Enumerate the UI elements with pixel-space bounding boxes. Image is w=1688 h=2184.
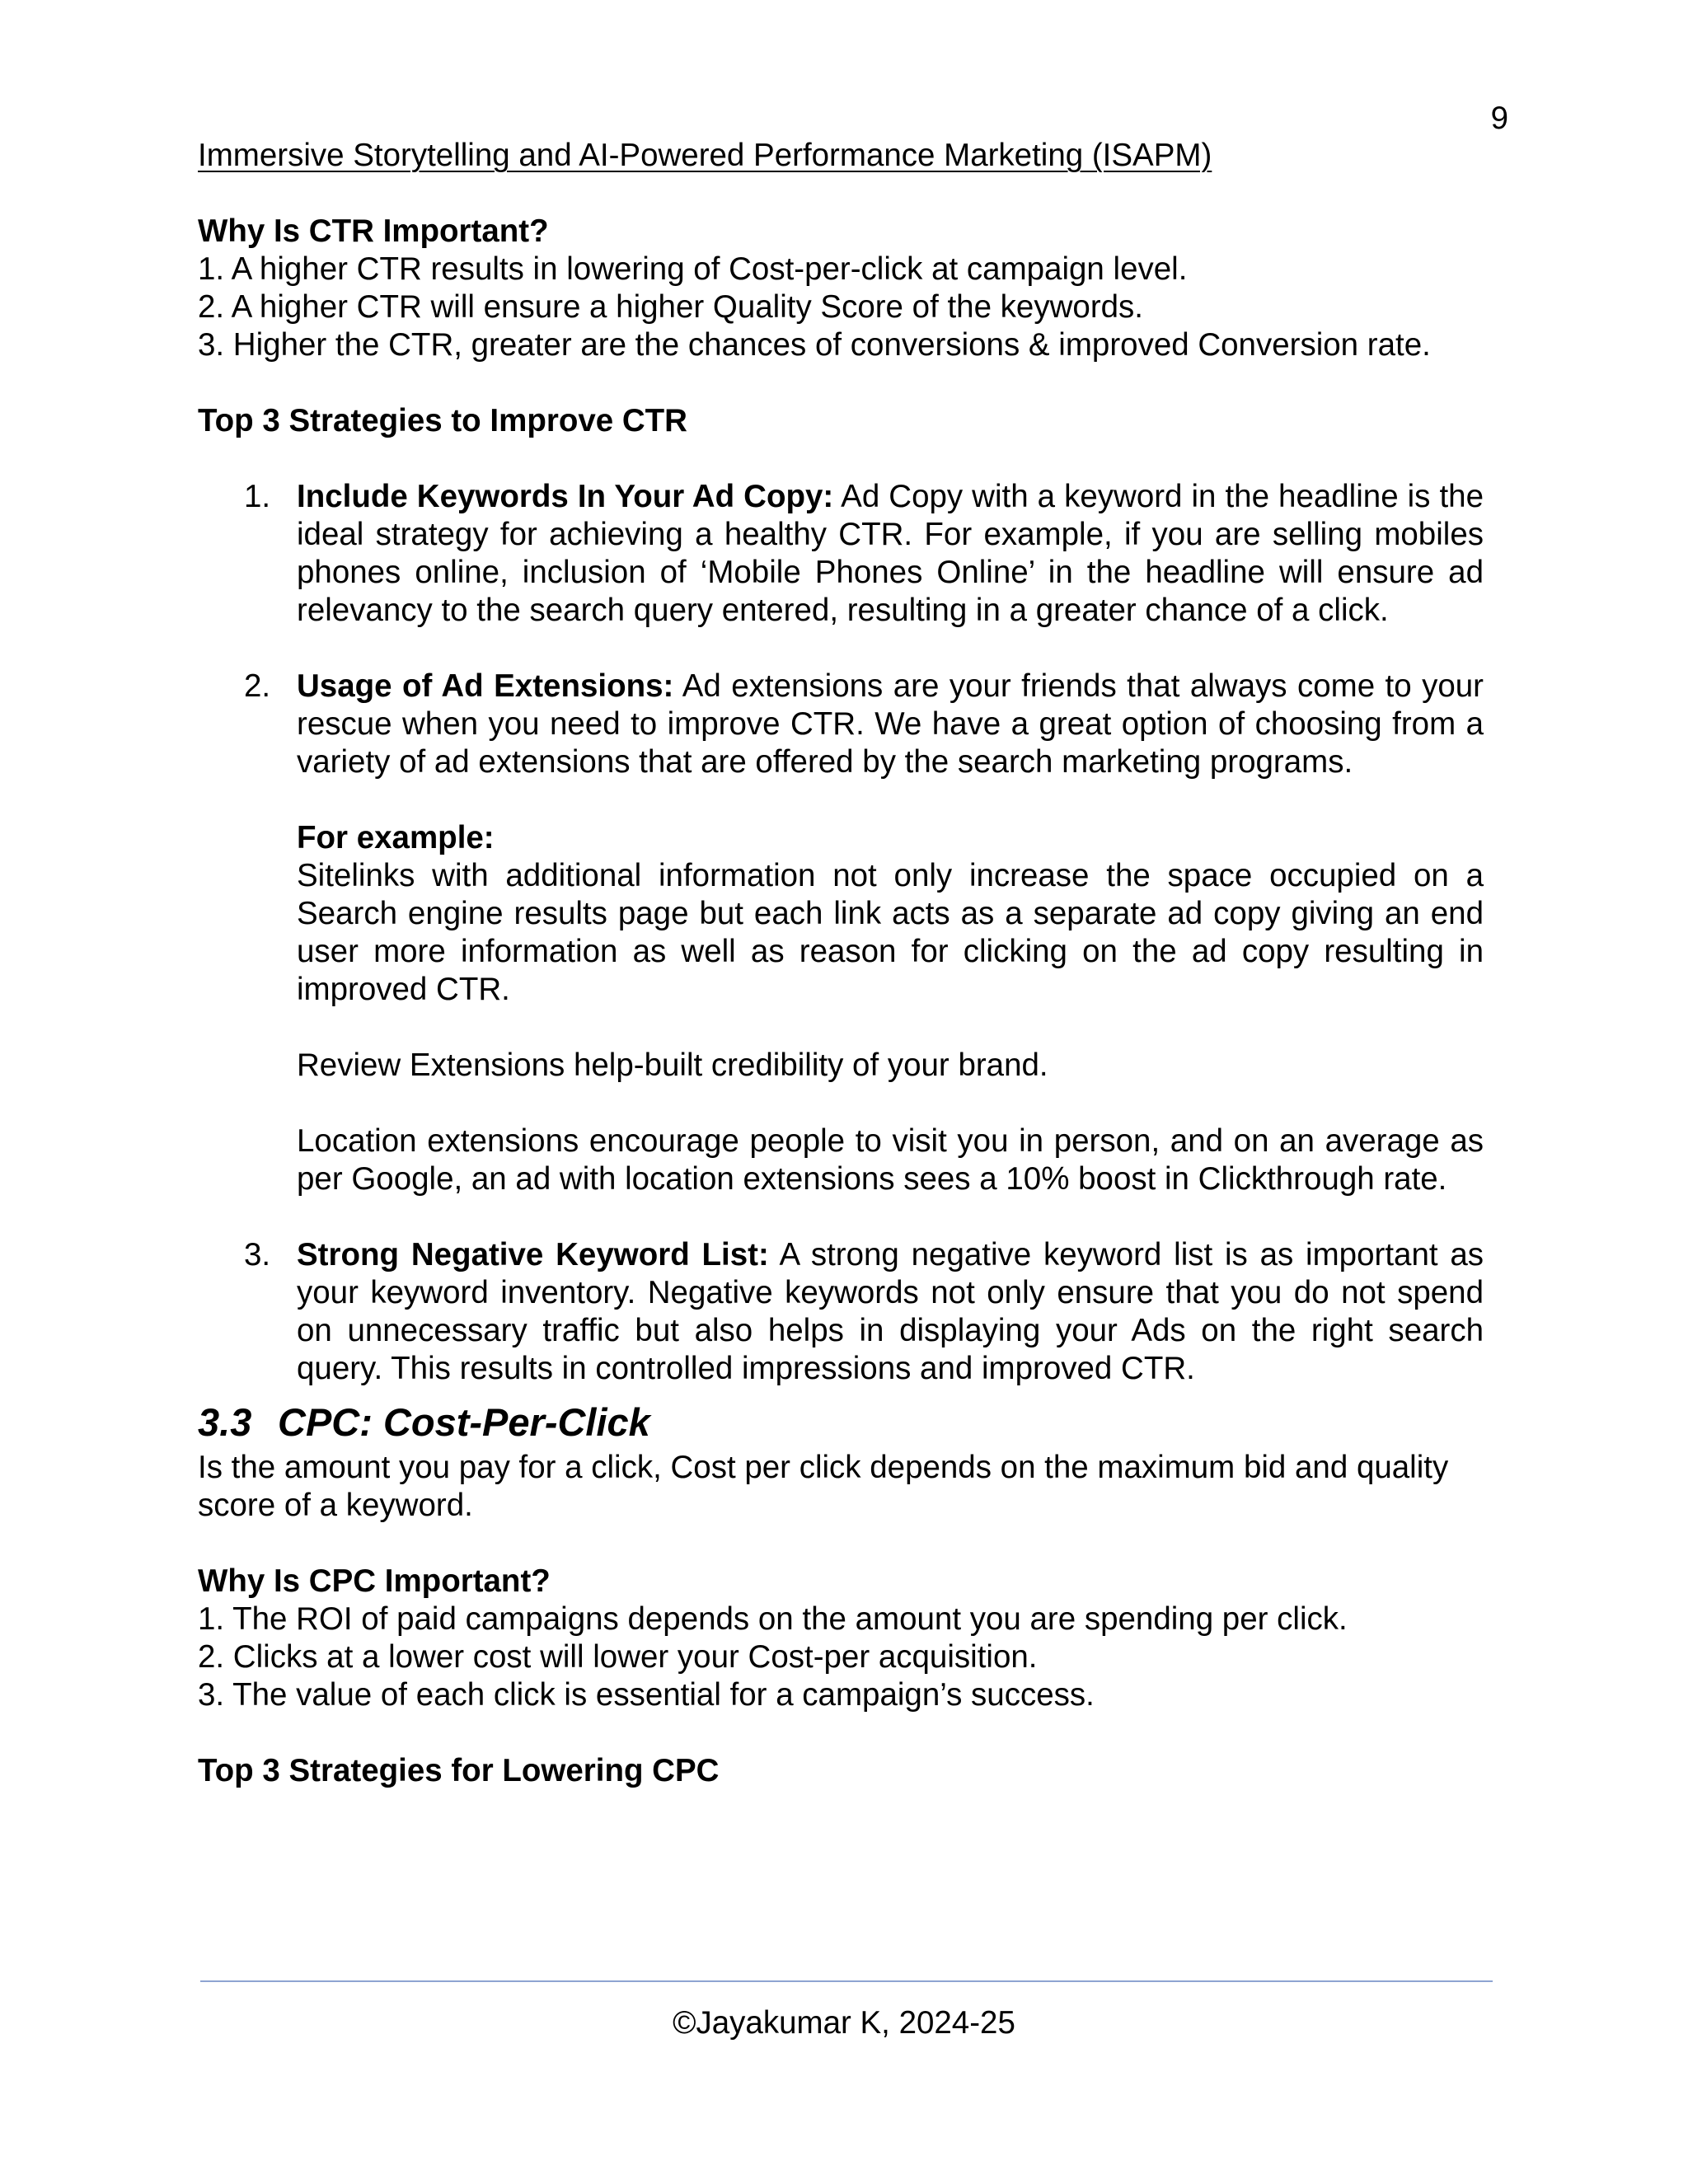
page-number: 9 bbox=[1490, 101, 1508, 136]
ctr-importance-heading: Why Is CTR Important? bbox=[198, 213, 549, 249]
ctr-strategies-heading: Top 3 Strategies to Improve CTR bbox=[198, 403, 687, 438]
cpc-importance-point: 2. Clicks at a lower cost will lower your Cost-per acquisition. bbox=[198, 1639, 1038, 1675]
strategy-number: 2. bbox=[244, 668, 271, 704]
cpc-importance-point: 1. The ROI of paid campaigns depends on the amount you are spending per click. bbox=[198, 1601, 1348, 1637]
ctr-importance-point: 3. Higher the CTR, greater are the chances of conversions & improved Conversion rate. bbox=[198, 327, 1431, 363]
strategy-text: Ad Copy with a keyword in the headline is the ideal strategy for achieving a healthy CTR. For example, if you are selling mobiles phones online, inclusion of ‘Mobile Phones Online’ in the headline will ensure ad relevancy to the search query entered, resulting in a greater chance of a click. bbox=[297, 479, 1484, 628]
ctr-importance-point: 1. A higher CTR results in lowering of Cost-per-click at campaign level. bbox=[198, 251, 1188, 287]
strategy-item-negative-keywords bbox=[198, 1236, 1484, 1388]
cpc-definition: Is the amount you pay for a click, Cost per click depends on the maximum bid and quality score of a keyword. bbox=[198, 1450, 1449, 1523]
ctr-strategies-list bbox=[198, 478, 1484, 1388]
section-title: CPC: Cost-Per-Click bbox=[278, 1400, 650, 1444]
example-location-extensions: Location extensions encourage people to visit you in person, and on an average as per Google, an ad with location extensions sees a 10% boost in Clickthrough rate. bbox=[297, 1123, 1484, 1197]
example-review-extensions: Review Extensions help-built credibility of your brand. bbox=[297, 1047, 1048, 1083]
section-heading-cpc bbox=[198, 1399, 1484, 1446]
ctr-importance-point: 2. A higher CTR will ensure a higher Quality Score of the keywords. bbox=[198, 289, 1143, 325]
footer-copyright: ©Jayakumar K, 2024-25 bbox=[673, 2005, 1015, 2041]
strategy-paragraph bbox=[297, 478, 1484, 630]
section-number: 3.3 bbox=[198, 1400, 252, 1444]
strategy-number: 3. bbox=[244, 1237, 271, 1272]
cpc-importance-point: 3. The value of each click is essential for a campaign’s success. bbox=[198, 1677, 1095, 1713]
strategy-item-ad-extensions bbox=[198, 668, 1484, 1236]
strategy-number: 1. bbox=[244, 479, 271, 514]
strategy-paragraph bbox=[297, 668, 1484, 781]
strategy-text: A strong negative keyword list is as important as your keyword inventory. Negative keywords not only ensure that you do not spend on unnecessary traffic but also helps in displaying your Ads on the right search query. This results in controlled impressions and improved CTR. bbox=[297, 1237, 1484, 1386]
cpc-importance-heading: Why Is CPC Important? bbox=[198, 1563, 551, 1599]
running-header: Immersive Storytelling and AI-Powered Performance Marketing (ISAPM) bbox=[198, 138, 1212, 173]
strategy-title: Usage of Ad Extensions: bbox=[297, 668, 674, 704]
cpc-strategies-heading: Top 3 Strategies for Lowering CPC bbox=[198, 1753, 720, 1788]
footer-divider bbox=[200, 1980, 1493, 1982]
strategy-text: Ad extensions are your friends that always come to your rescue when you need to improve CTR. We have a great option of choosing from a variety of ad extensions that are offered by the search marketing programs. bbox=[297, 668, 1484, 780]
example-heading: For example: bbox=[297, 820, 495, 855]
example-sitelinks: Sitelinks with additional information not only increase the space occupied on a Search engine results page but each link acts as a separate ad copy giving an end user more information as well as reason for clicking on the ad copy resulting in improved CTR. bbox=[297, 858, 1484, 1007]
page-content bbox=[198, 137, 1484, 1790]
strategy-paragraph bbox=[297, 1236, 1484, 1388]
strategy-item-keywords bbox=[198, 478, 1484, 668]
strategy-title: Strong Negative Keyword List: bbox=[297, 1237, 769, 1272]
strategy-title: Include Keywords In Your Ad Copy: bbox=[297, 479, 834, 514]
